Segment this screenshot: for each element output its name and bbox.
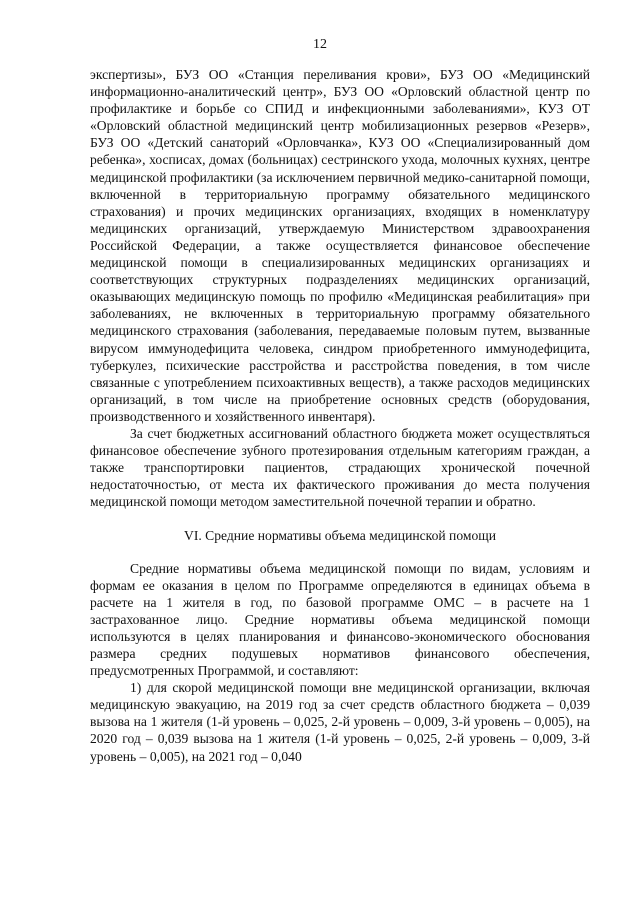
- section-heading: VI. Средние нормативы объема медицинской помощи: [184, 528, 496, 544]
- paragraph-continuation: экспертизы», БУЗ ОО «Станция переливания крови», БУЗ ОО «Медицинский информационно-аналитический центр», БУЗ ОО «Орловский областной центр по профилактике и борьбе со СПИД и инфекционными заболеваниями», КУЗ ОТ «Орловский областной медицинский центр мобилизационных резервов «Резерв», БУЗ ОО «Детский санаторий «Орловчанка», КУЗ ОО «Специализированный дом ребенка», хосписах, домах (больницах) сестринского ухода, молочных кухнях, центре медицинской профилактики (за исключением первичной медико-санитарной помощи, включенной в территориальную программу обязательного медицинского страхования) и прочих медицинских организациях, входящих в номенклатуру медицинских организаций, утверждаемую Министерством здравоохранения Российской Федерации, а также осуществляется финансовое обеспечение медицинской помощи в специализированных медицинских организациях и соответствующих структурных подразделениях медицинских организаций, оказывающих медицинскую помощь по профилю «Медицинская реабилитация» при заболеваниях, не включенных в территориальную программу обязательного медицинского страхования (заболевания, передаваемые половым путем, вызванные вирусом иммунодефицита человека, синдром приобретенного иммунодефицита, туберкулез, психические расстройства и расстройства поведения, в том числе связанные с употреблением психоактивных веществ), а также расходов медицинских организаций, в том числе на приобретение основных средств (оборудования, производственного и хозяйственного инвентаря).: [90, 67, 590, 424]
- paragraph-volume-norms: Средние нормативы объема медицинской помощи по видам, условиям и формам ее оказания в целом по Программе определяются в единицах объема в расчете на 1 жителя в год, по базовой программе ОМС – в расчете на 1 застрахованное лицо. Средние нормативы объема медицинской помощи используются в целях планирования и финансово-экономического обоснования размера средних подушевых нормативов финансового обеспечения, предусмотренных Программой, и составляют:: [90, 560, 590, 679]
- paragraph-dental-prosthetics: За счет бюджетных ассигнований областного бюджета может осуществляться финансовое обеспечение зубного протезирования отдельным категориям граждан, а также транспортировки пациентов, страдающих хронической почечной недостаточностью, от места их фактического проживания до места получения медицинской помощи методом заместительной почечной терапии и обратно.: [90, 425, 590, 510]
- page-number: 12: [313, 37, 327, 52]
- document-body: [90, 66, 590, 765]
- paragraph-item-1: 1) для скорой медицинской помощи вне медицинской организации, включая медицинскую эвакуацию, на 2019 год за счет средств областного бюджета – 0,039 вызова на 1 жителя (1-й уровень – 0,025, 2-й уровень – 0,009, 3-й уровень – 0,005), на 2020 год – 0,039 вызова на 1 жителя (1-й уровень – 0,025, 2-й уровень – 0,009, 3-й уровень – 0,005), на 2021 год – 0,040: [90, 680, 590, 764]
